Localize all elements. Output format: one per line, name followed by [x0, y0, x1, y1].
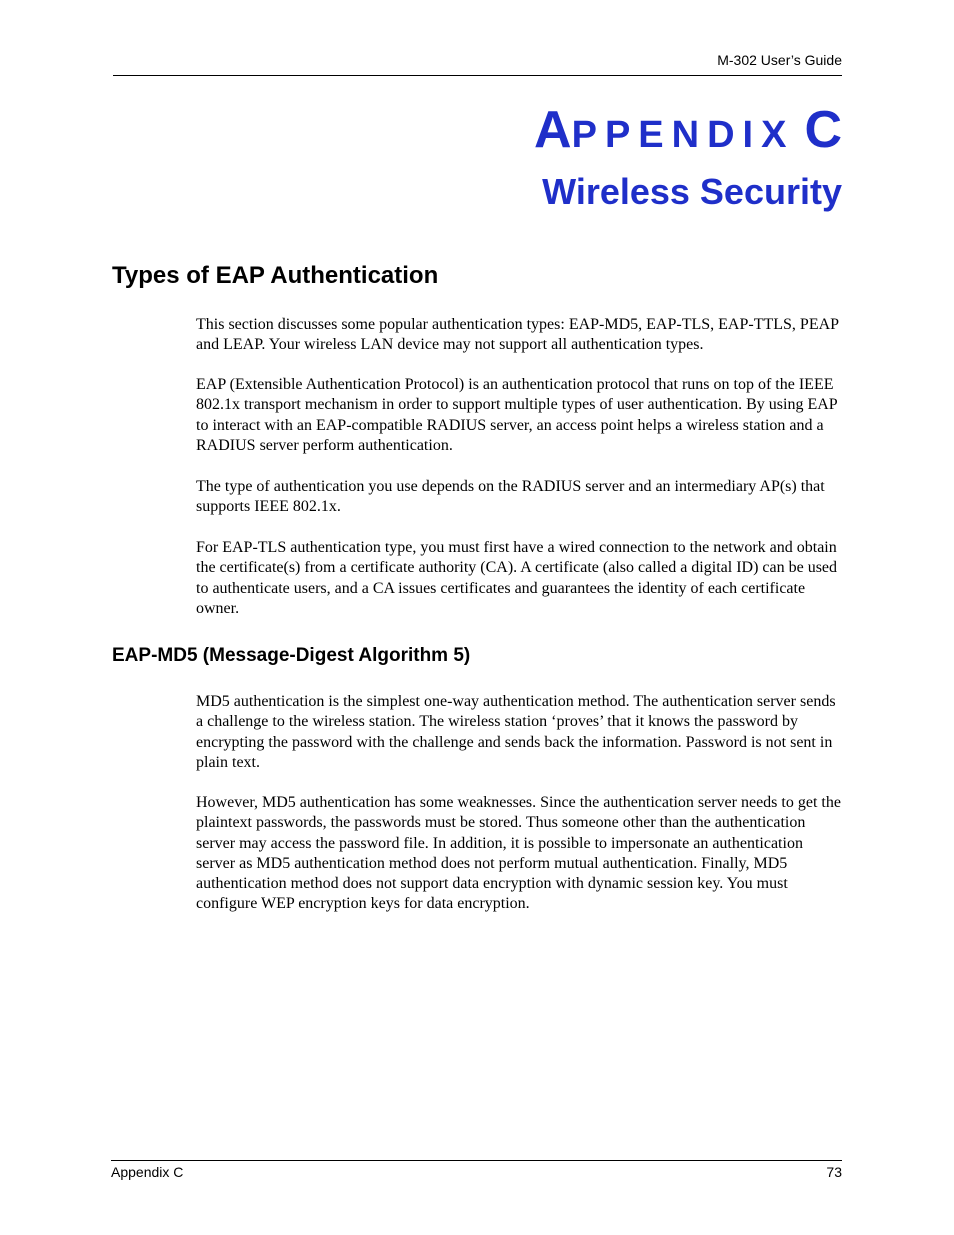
appendix-first-letter: A — [534, 101, 572, 159]
section-heading-eap-types: Types of EAP Authentication — [112, 262, 439, 289]
chapter-title: Wireless Security — [542, 171, 842, 212]
page-number: 73 — [826, 1164, 842, 1180]
paragraph: MD5 authentication is the simplest one-way authentication method. The authentication server sends a challenge to the wireless station. The wireless station ‘proves’ that it knows the password by encrypting the password with the challenge and sends back the information. Password is not sent in plain text. — [196, 693, 836, 771]
paragraph: For EAP-TLS authentication type, you must first have a wired connection to the network and obtain the certificate(s) from a certificate authority (CA). A certificate (also called a digital ID) can be used to authenticate users, and a CA issues certificates and guarantees the identity of each certificate owner. — [196, 539, 838, 617]
appendix-rest: PPENDIX — [571, 114, 795, 156]
footer-appendix-label: Appendix C — [111, 1164, 184, 1180]
paragraph: The type of authentication you use depends on the RADIUS server and an intermediary AP(s) that supports IEEE 802.1x. — [196, 478, 825, 516]
section-heading-eap-md5: EAP-MD5 (Message-Digest Algorithm 5) — [112, 645, 471, 666]
appendix-letter: C — [804, 101, 842, 159]
guide-title: M-302 User’s Guide — [717, 52, 842, 68]
paragraph: This section discusses some popular authentication types: EAP-MD5, EAP-TLS, EAP-TTLS, PEAP and LEAP. Your wireless LAN device may not support all authentication types. — [196, 316, 839, 354]
paragraph: However, MD5 authentication has some weaknesses. Since the authentication server needs to get the plaintext passwords, the passwords must be stored. Thus someone other than the authentication server may access the password file. In addition, it is possible to impersonate an authentication server as MD5 authentication method does not perform mutual authentication. Finally, MD5 authentication method does not support data encryption with dynamic session key. You must configure WEP encryption keys for data encryption. — [196, 794, 841, 913]
page-header — [113, 51, 842, 76]
paragraph: EAP (Extensible Authentication Protocol) is an authentication protocol that runs on top of the IEEE 802.1x transport mechanism in order to support multiple types of user authentication. By using EAP to interact with an EAP-compatible RADIUS server, an access point helps a wireless station and a RADIUS server perform authentication. — [196, 376, 838, 454]
page-footer — [111, 1160, 842, 1183]
appendix-title — [534, 100, 842, 165]
